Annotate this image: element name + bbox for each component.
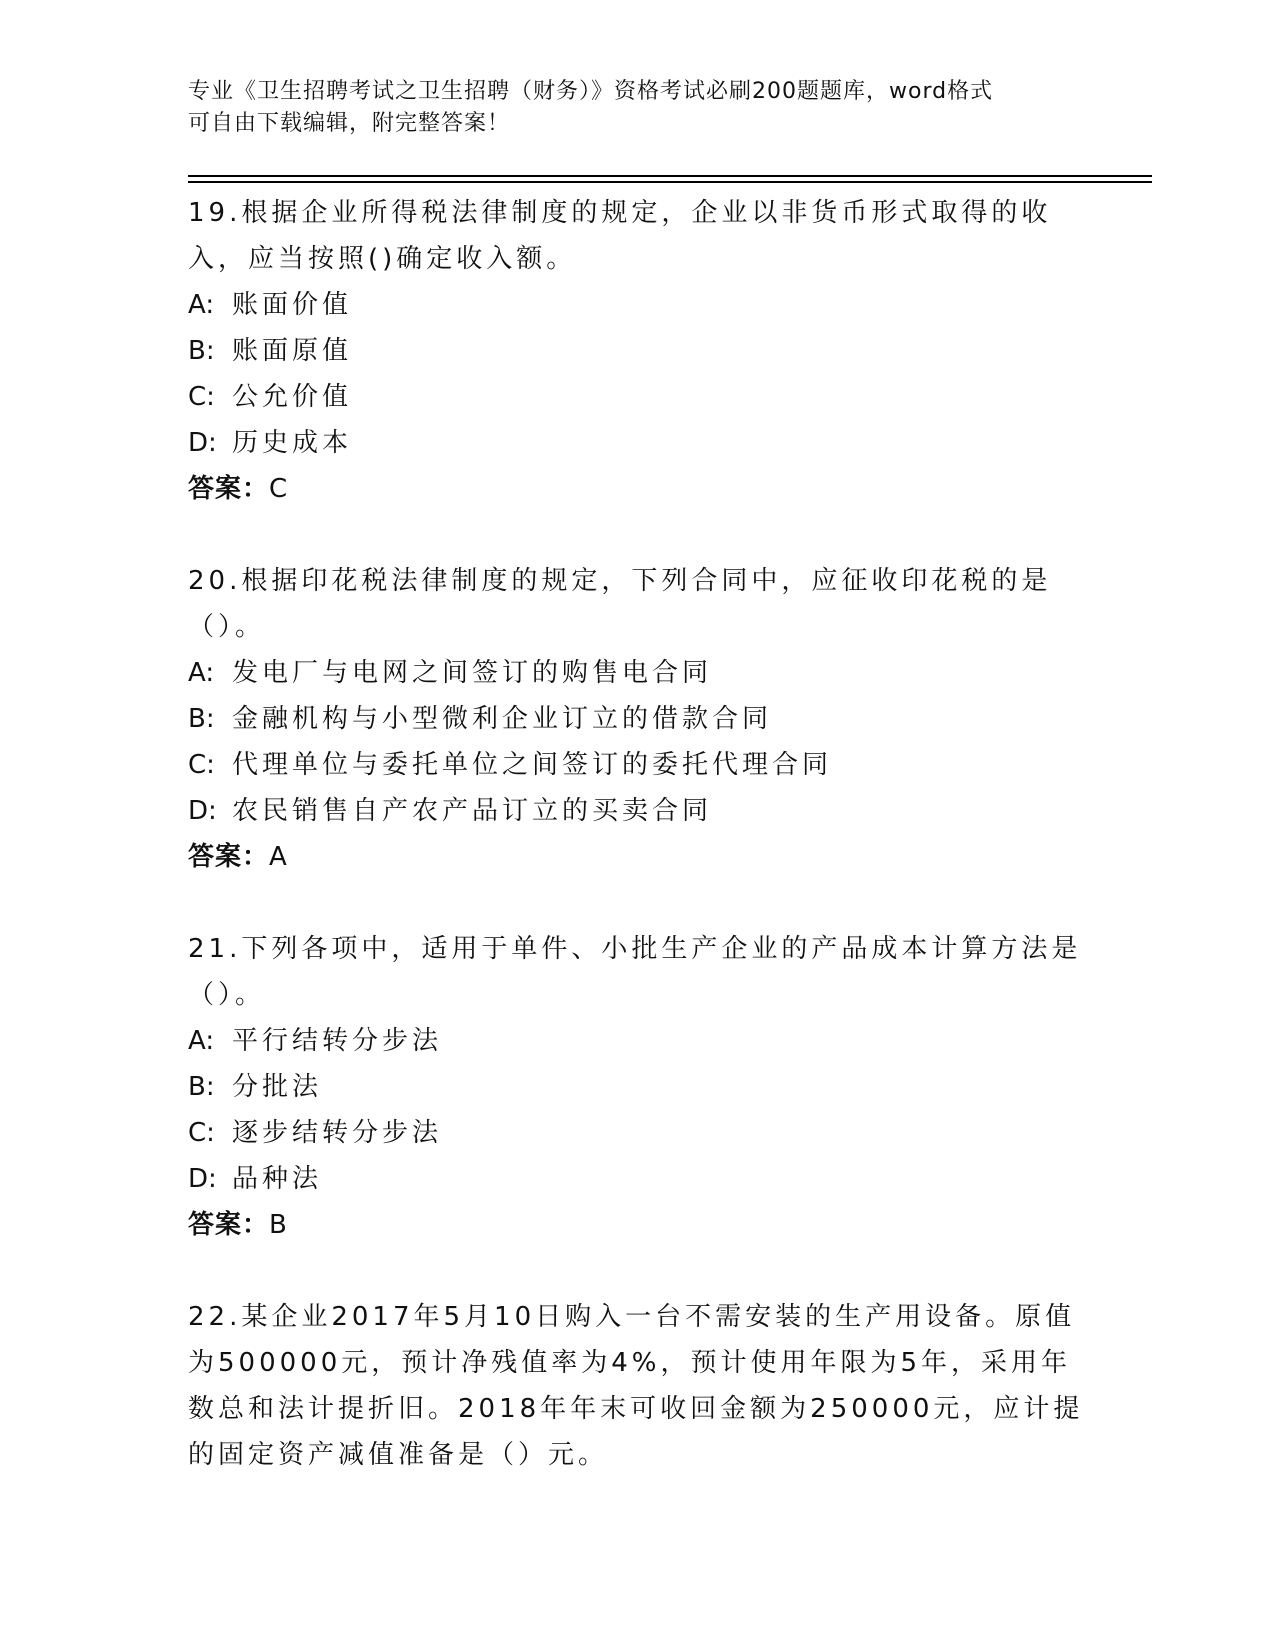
answer-option — [188, 1110, 1088, 1156]
option-text: 分批法 — [232, 1072, 323, 1102]
option-letter: A: — [188, 658, 215, 688]
question-list — [188, 190, 1088, 1524]
option-letter: B: — [188, 1072, 215, 1102]
answer-label: 答案： — [188, 842, 270, 872]
header-divider-top — [188, 175, 1152, 177]
answer-option — [188, 328, 1088, 374]
option-text: 平行结转分步法 — [232, 1026, 443, 1056]
option-text: 代理单位与委托单位之间签订的委托代理合同 — [232, 750, 833, 780]
option-text: 品种法 — [232, 1164, 323, 1194]
header-divider-bottom — [188, 181, 1152, 183]
question-block — [188, 190, 1088, 512]
option-text: 金融机构与小型微利企业订立的借款合同 — [232, 704, 773, 734]
option-text: 农民销售自产农产品订立的买卖合同 — [232, 796, 713, 826]
header-line-1: 专业《卫生招聘考试之卫生招聘（财务）》资格考试必刷200题题库，word格式 — [188, 79, 994, 104]
answer-option — [188, 650, 1088, 696]
question-block — [188, 558, 1088, 880]
option-text: 逐步结转分步法 — [232, 1118, 443, 1148]
answer-option — [188, 374, 1088, 420]
answer-option — [188, 742, 1088, 788]
option-text: 账面原值 — [232, 336, 353, 366]
option-letter: D: — [188, 428, 217, 458]
option-letter: A: — [188, 1026, 215, 1056]
option-letter: D: — [188, 1164, 217, 1194]
question-block — [188, 926, 1088, 1248]
option-text: 发电厂与电网之间签订的购售电合同 — [232, 658, 713, 688]
answer-value: B — [269, 1210, 288, 1240]
option-text: 公允价值 — [232, 382, 353, 412]
answer-option — [188, 1156, 1088, 1202]
header-line-2: 可自由下载编辑，附完整答案！ — [188, 111, 511, 136]
answer-line — [188, 466, 1088, 512]
answer-option — [188, 1018, 1088, 1064]
option-text: 历史成本 — [232, 428, 353, 458]
option-letter: B: — [188, 704, 215, 734]
answer-value: A — [269, 842, 288, 872]
option-letter: C: — [188, 750, 215, 780]
option-letter: A: — [188, 290, 215, 320]
question-text: 19.根据企业所得税法律制度的规定，企业以非货币形式取得的收入，应当按照()确定收入额。 — [188, 198, 1052, 274]
question-block — [188, 1294, 1088, 1478]
answer-option — [188, 696, 1088, 742]
answer-option — [188, 420, 1088, 466]
answer-value: C — [269, 474, 289, 504]
answer-option — [188, 282, 1088, 328]
option-letter: B: — [188, 336, 215, 366]
answer-option — [188, 788, 1088, 834]
question-text: 20.根据印花税法律制度的规定，下列合同中，应征收印花税的是（）。 — [188, 566, 1052, 642]
answer-option — [188, 1064, 1088, 1110]
question-text: 21.下列各项中，适用于单件、小批生产企业的产品成本计算方法是（）。 — [188, 934, 1082, 1010]
answer-line — [188, 834, 1088, 880]
question-text: 22.某企业2017年5月10日购入一台不需安装的生产用设备。原值为500000元，预计净残值率为4%，预计使用年限为5年，采用年数总和法计提折旧。2018年年末可收回金额为250000元，应计提的固定资产减值准备是（）元。 — [188, 1302, 1084, 1470]
option-letter: D: — [188, 796, 217, 826]
option-text: 账面价值 — [232, 290, 353, 320]
document-header — [188, 76, 1068, 140]
option-letter: C: — [188, 382, 215, 412]
answer-label: 答案： — [188, 1210, 270, 1240]
option-letter: C: — [188, 1118, 215, 1148]
answer-line — [188, 1202, 1088, 1248]
answer-label: 答案： — [188, 474, 270, 504]
